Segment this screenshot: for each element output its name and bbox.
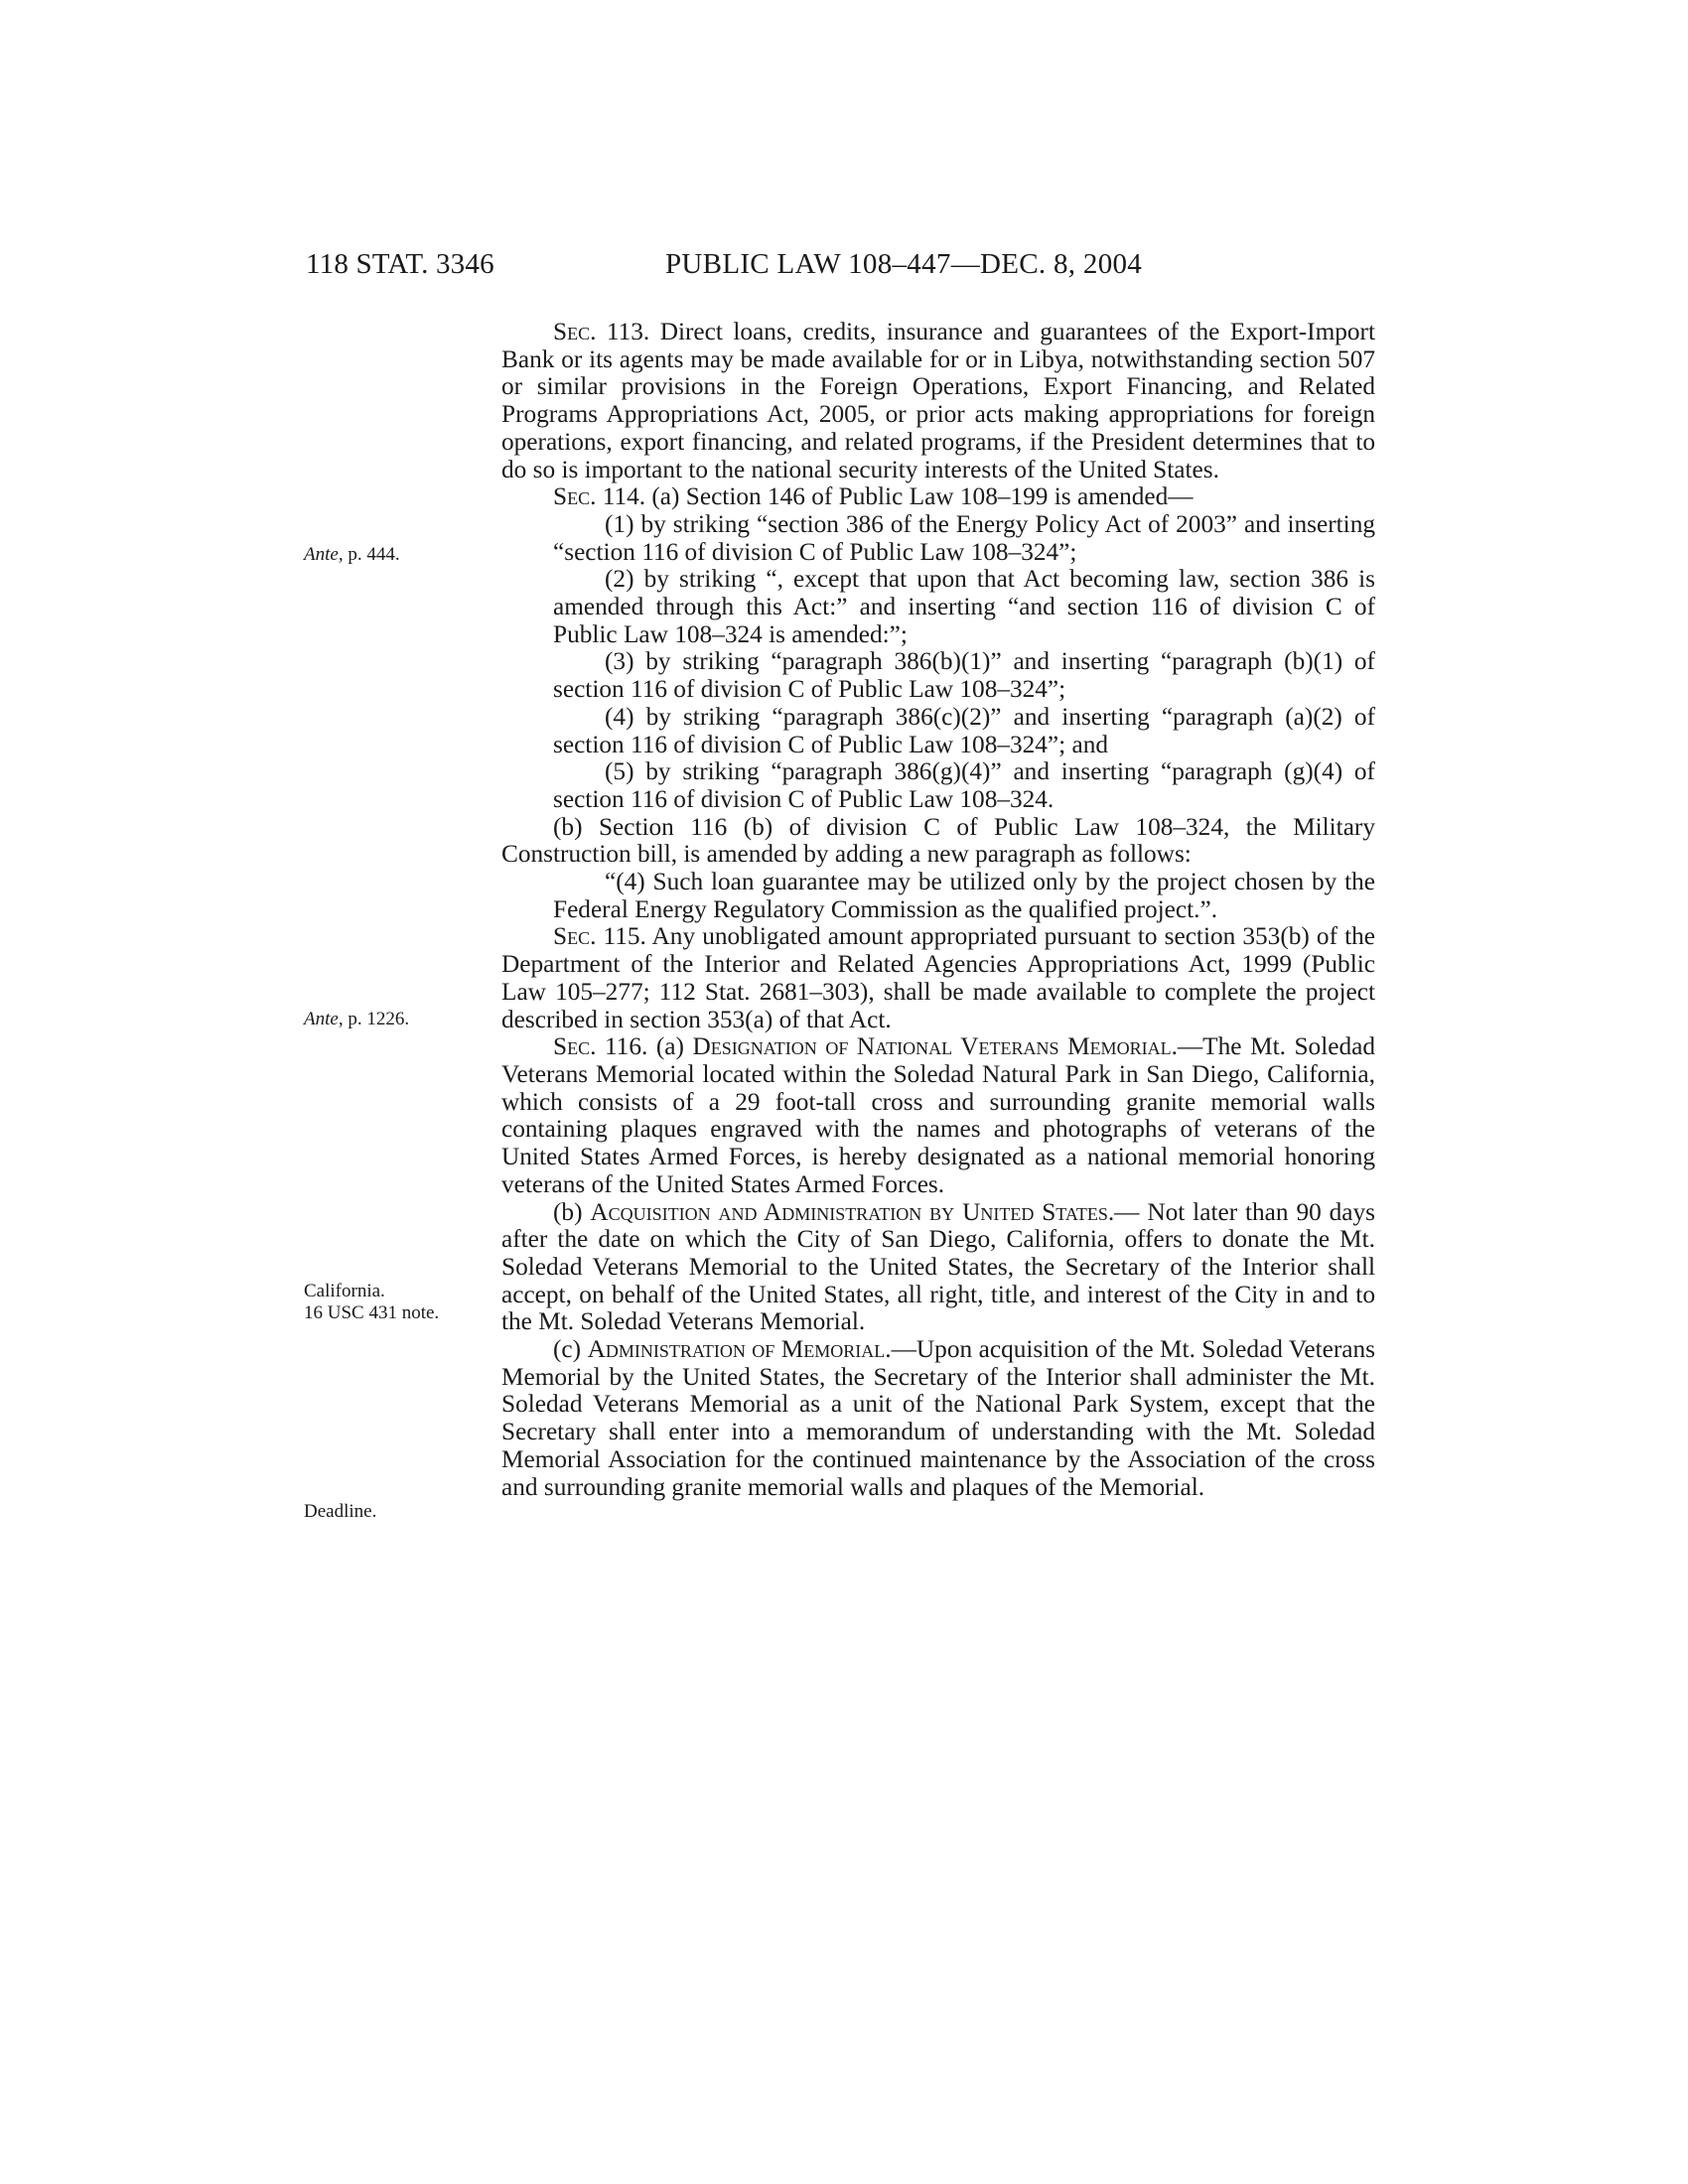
margin-note-ante-1226 <box>304 1009 409 1030</box>
margin-note-deadline: Deadline. <box>304 1501 377 1522</box>
sec-label: Sec. <box>553 1032 597 1061</box>
section-116-a-text: .—The Mt. Soledad Veterans Memorial located within the Soledad Natural Park in San Diego, California, which consists of a 29 foot-tall cross and surrounding granite memorial walls containing plaques engraved with the names and photographs of veterans of the United States Armed Forces, is hereby designated as a national memorial honoring veterans of the United States Armed Forces. <box>501 1032 1375 1198</box>
margin-note-usc: 16 USC 431 note. <box>304 1302 440 1323</box>
statute-page-reference: 118 STAT. 3346 <box>306 248 494 280</box>
margin-note-california: California. <box>304 1281 385 1301</box>
section-116-b-text: .— Not later than 90 days after the date on which the City of San Diego, California, offers to donate the Mt. Soledad Veterans Memorial to the United States, the Secretary of the Interior shall accept, on behalf of the United States, all right, title, and interest of the City in and to the Mt. Soledad Veterans Memorial. <box>501 1197 1375 1336</box>
section-116-b-prefix: (b) <box>553 1197 591 1226</box>
section-115-text: 115. Any unobligated amount appropriated pursuant to section 353(b) of the Department of the Interior and Related Agencies Appropriations Act, 1999 (Public Law 105–277; 112 Stat. 2681–303), shall be made available to complete the project described in section 353(a) of that Act. <box>501 922 1375 1033</box>
section-114-item-1: (1) by striking “section 386 of the Energy Policy Act of 2003” and inserting “section 116 of division C of Public Law 108–324”; <box>553 509 1375 566</box>
section-114-quoted-paragraph: “(4) Such loan guarantee may be utilized only by the project chosen by the Federal Energy Regulatory Commission as the qualified project.”. <box>553 868 1375 923</box>
section-116-b <box>501 1199 1375 1337</box>
section-113 <box>501 319 1375 483</box>
section-116-b-heading: Acquisition and Administration by United States <box>590 1197 1108 1226</box>
public-law-title: PUBLIC LAW 108–447—DEC. 8, 2004 <box>665 248 1143 280</box>
section-116-c <box>501 1336 1375 1501</box>
section-114-item-4: (4) by striking “paragraph 386(c)(2)” and inserting “paragraph (a)(2) of section 116 of division C of Public Law 108–324”; and <box>553 702 1375 758</box>
section-115 <box>501 923 1375 1033</box>
section-114-item-2: (2) by striking “, except that upon that Act becoming law, section 386 is amended through this Act:” and inserting “and section 116 of division C of Public Law 108–324 is amended:”; <box>553 565 1375 648</box>
section-114-intro-text: 114. (a) Section 146 of Public Law 108–199 is amended— <box>596 482 1194 511</box>
section-114-item-5: (5) by striking “paragraph 386(g)(4)” and inserting “paragraph (g)(4) of section 116 of division C of Public Law 108–324. <box>553 757 1375 813</box>
margin-note-ante-1226-italic: Ante, <box>304 1009 344 1029</box>
section-114-item-3: (3) by striking “paragraph 386(b)(1)” and inserting “paragraph (b)(1) of section 116 of division C of Public Law 108–324”; <box>553 647 1375 704</box>
margin-note-ante-444-text: p. 444. <box>343 544 400 565</box>
page-header <box>0 248 1688 288</box>
margin-note-ante-444 <box>304 544 400 566</box>
sec-label: Sec. <box>553 318 597 345</box>
section-116-intro: 116. (a) <box>596 1032 693 1061</box>
margin-note-ante-1226-text: p. 1226. <box>343 1009 410 1029</box>
section-116-a-heading: Designation of National Veterans Memorial <box>692 1032 1172 1061</box>
sec-label: Sec. <box>553 482 597 511</box>
section-116-c-heading: Administration of Memorial <box>587 1335 886 1364</box>
sec-label: Sec. <box>553 922 597 951</box>
margin-note-ante-444-italic: Ante, <box>304 544 344 565</box>
section-113-text: 113. Direct loans, credits, insurance and guarantees of the Export-Import Bank or its agents may be made available for or in Libya, notwithstanding section 507 or similar provisions in the Foreign Operations, Export Financing, and Related Programs Appropriations Act, 2005, or prior acts making appropriations for foreign operations, export financing, and related programs, if the President determines that to do so is important to the national security interests of the United States. <box>501 318 1375 483</box>
section-116-a <box>501 1033 1375 1198</box>
section-114-intro <box>501 483 1375 511</box>
section-114-subsection-b: (b) Section 116 (b) of division C of Public Law 108–324, the Military Construction bill, is amended by adding a new paragraph as follows: <box>501 812 1375 869</box>
document-body <box>501 319 1375 1501</box>
section-116-c-text: .—Upon acquisition of the Mt. Soledad Veterans Memorial by the United States, the Secretary of the Interior shall administer the Mt. Soledad Veterans Memorial as a unit of the National Park System, except that the Secretary shall enter into a memorandum of understanding with the Mt. Soledad Memorial Association for the continued maintenance by the Association of the cross and surrounding granite memorial walls and plaques of the Memorial. <box>501 1335 1375 1501</box>
section-116-c-prefix: (c) <box>553 1335 588 1364</box>
